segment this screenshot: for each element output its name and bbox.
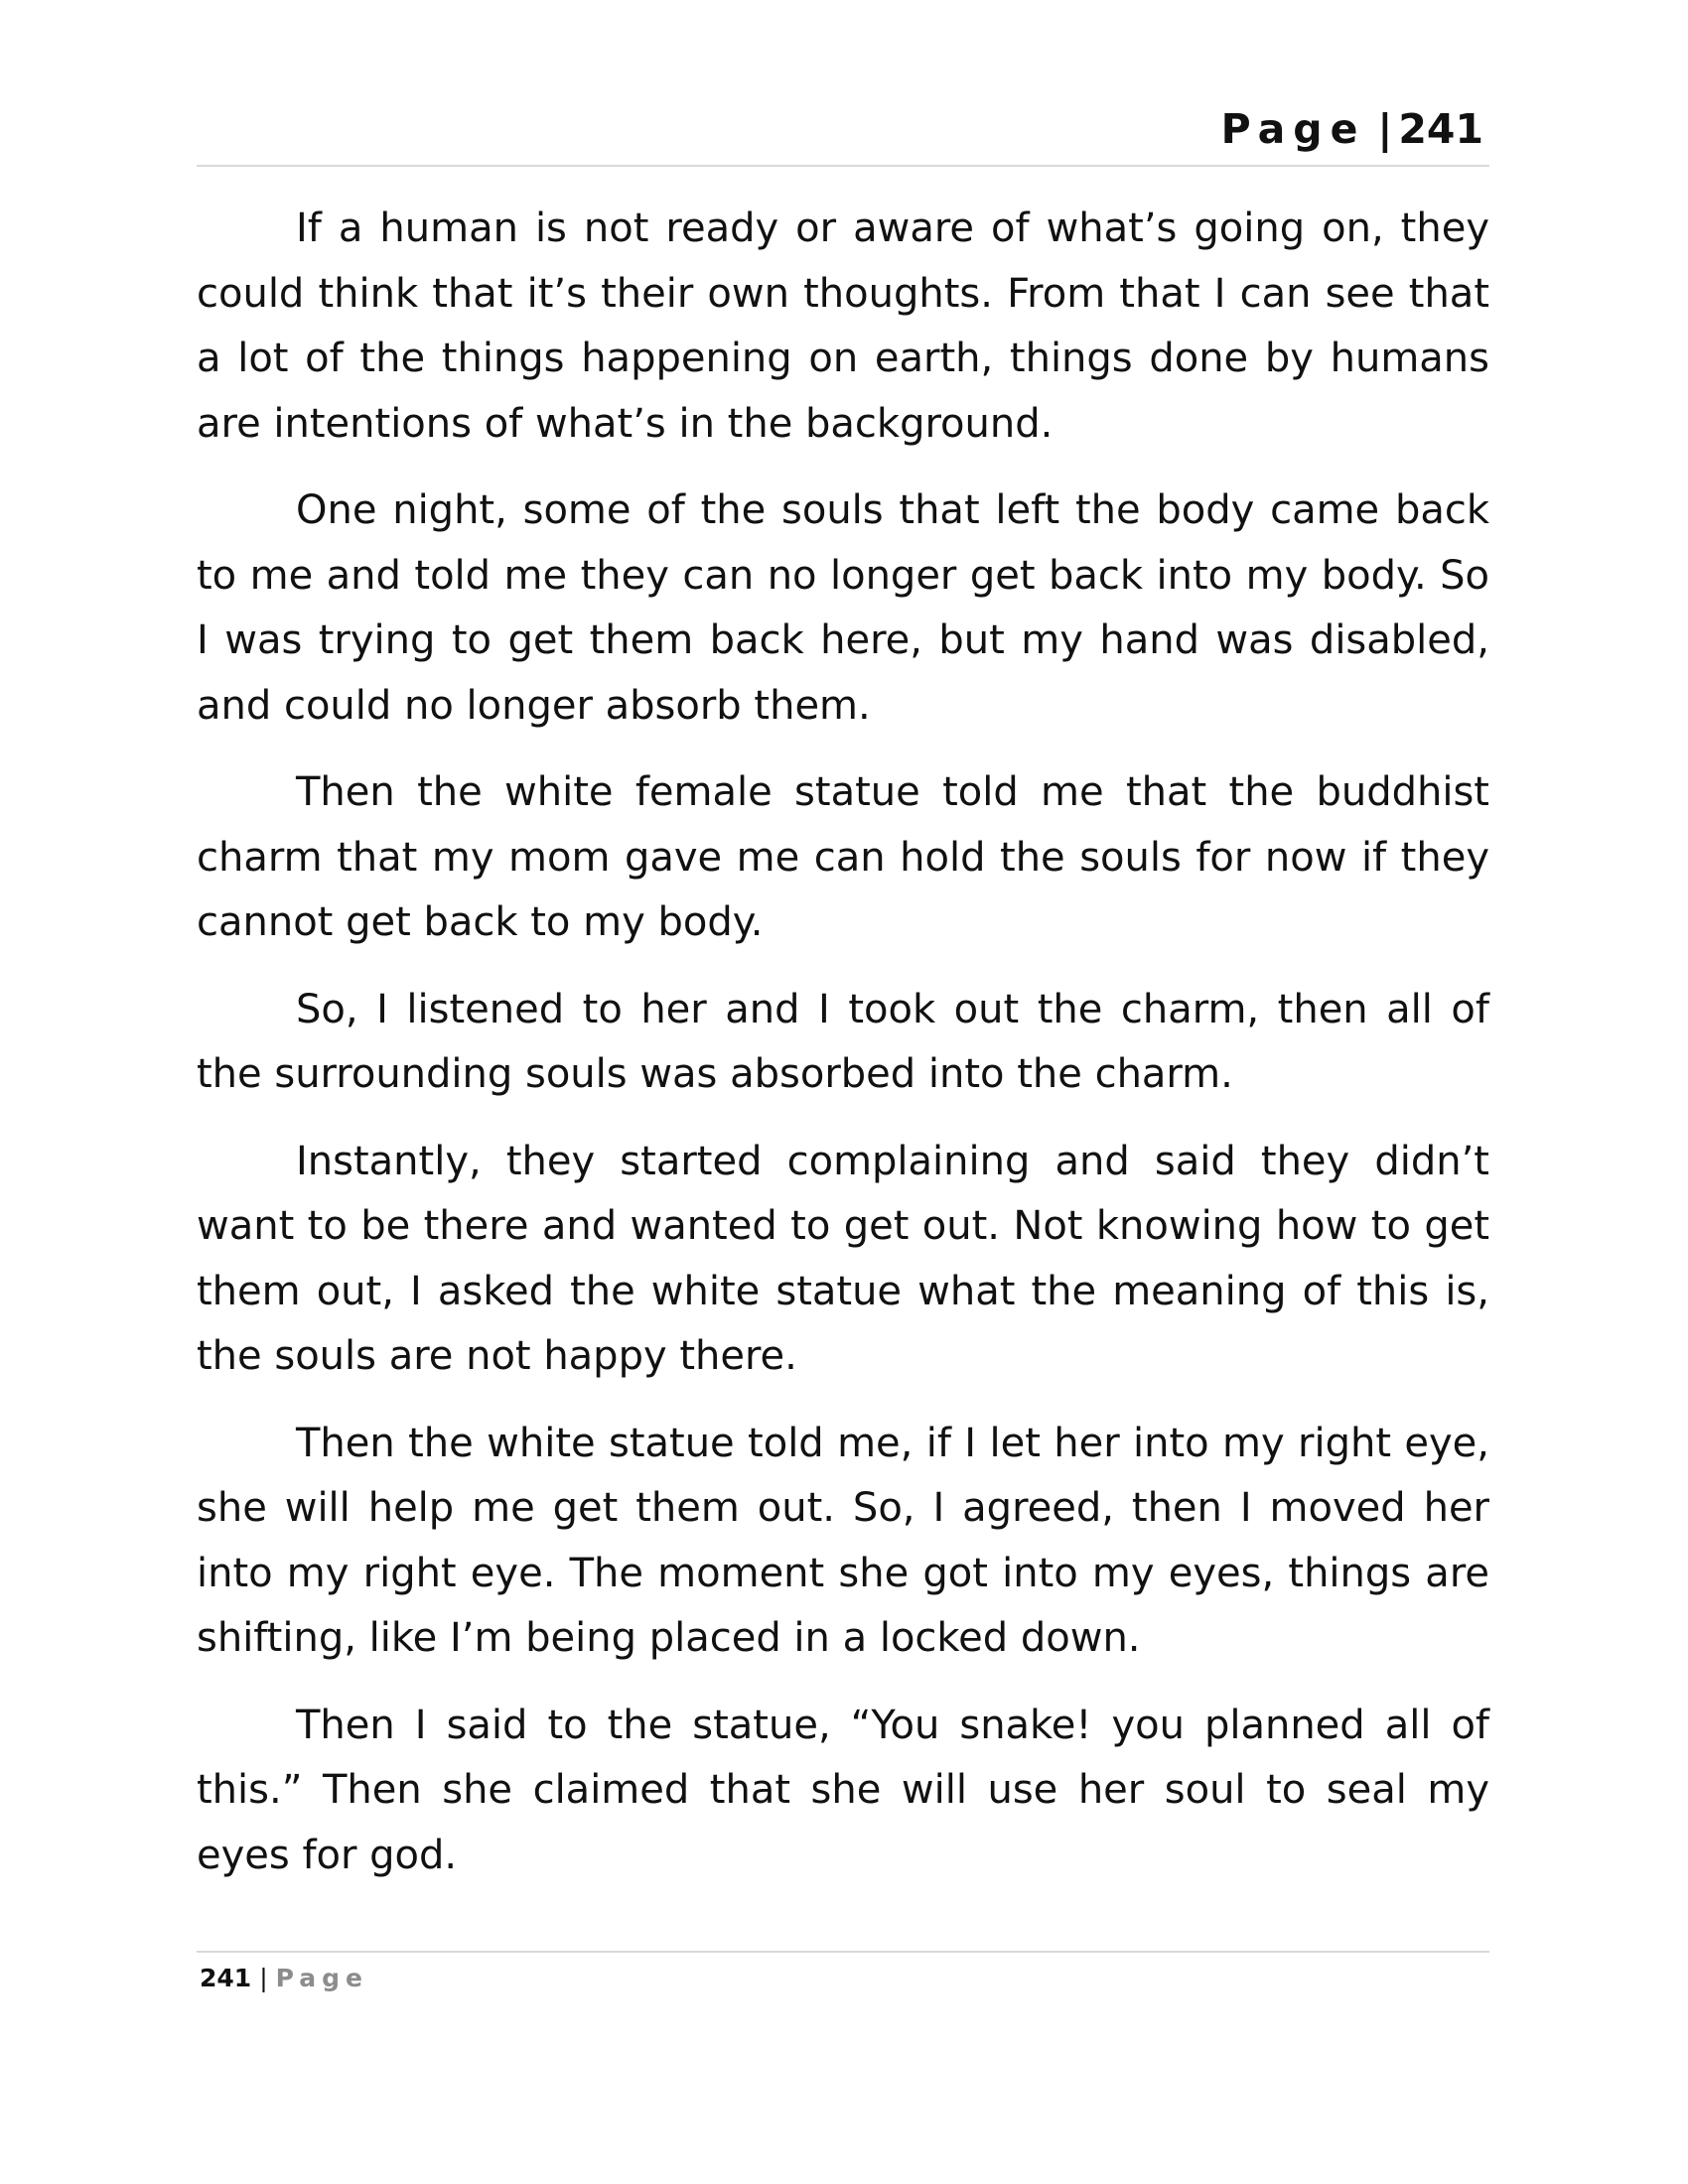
header-page-number: 241 <box>1398 105 1483 153</box>
paragraph: Then I said to the statue, “You snake! you planned all of this.” Then she claimed that she will use her soul to seal my eyes for god. <box>197 1702 1489 1878</box>
header-page-label <box>1221 103 1483 155</box>
page-header <box>197 103 1489 167</box>
header-separator: | <box>1377 105 1393 153</box>
paragraph: Then the white female statue told me that the buddhist charm that my mom gave me can hold the souls for now if they cannot get back to my body. <box>197 769 1489 945</box>
footer-page-number: 241 <box>200 1964 252 1992</box>
header-page-word: Page <box>1220 105 1366 153</box>
footer-separator: | <box>259 1964 268 1992</box>
page-footer <box>197 1951 1489 1992</box>
paragraph: Instantly, they started complaining and said they didn’t want to be there and wanted to get out. Not knowing how to get them out, I asked the white statue what the meaning of this is, the souls are not happy there. <box>197 1138 1489 1379</box>
footer-page-word: Page <box>275 1964 368 1992</box>
paragraph: Then the white statue told me, if I let her into my right eye, she will help me get them out. So, I agreed, then I moved her into my right eye. The moment she got into my eyes, things are shifting, like I’m being placed in a locked down. <box>197 1420 1489 1661</box>
page-body <box>197 197 1489 1910</box>
paragraph: So, I listened to her and I took out the charm, then all of the surrounding souls was absorbed into the charm. <box>197 986 1489 1097</box>
paragraph: One night, some of the souls that left the body came back to me and told me they can no longer get back into my body. So I was trying to get them back here, but my hand was disabled, and could no longer absorb them. <box>197 487 1489 729</box>
paragraph: If a human is not ready or aware of what’s going on, they could think that it’s their own thoughts. From that I can see that a lot of the things happening on earth, things done by humans are intentions of what’s in the background. <box>197 205 1489 447</box>
footer-page-label <box>200 1963 368 1994</box>
